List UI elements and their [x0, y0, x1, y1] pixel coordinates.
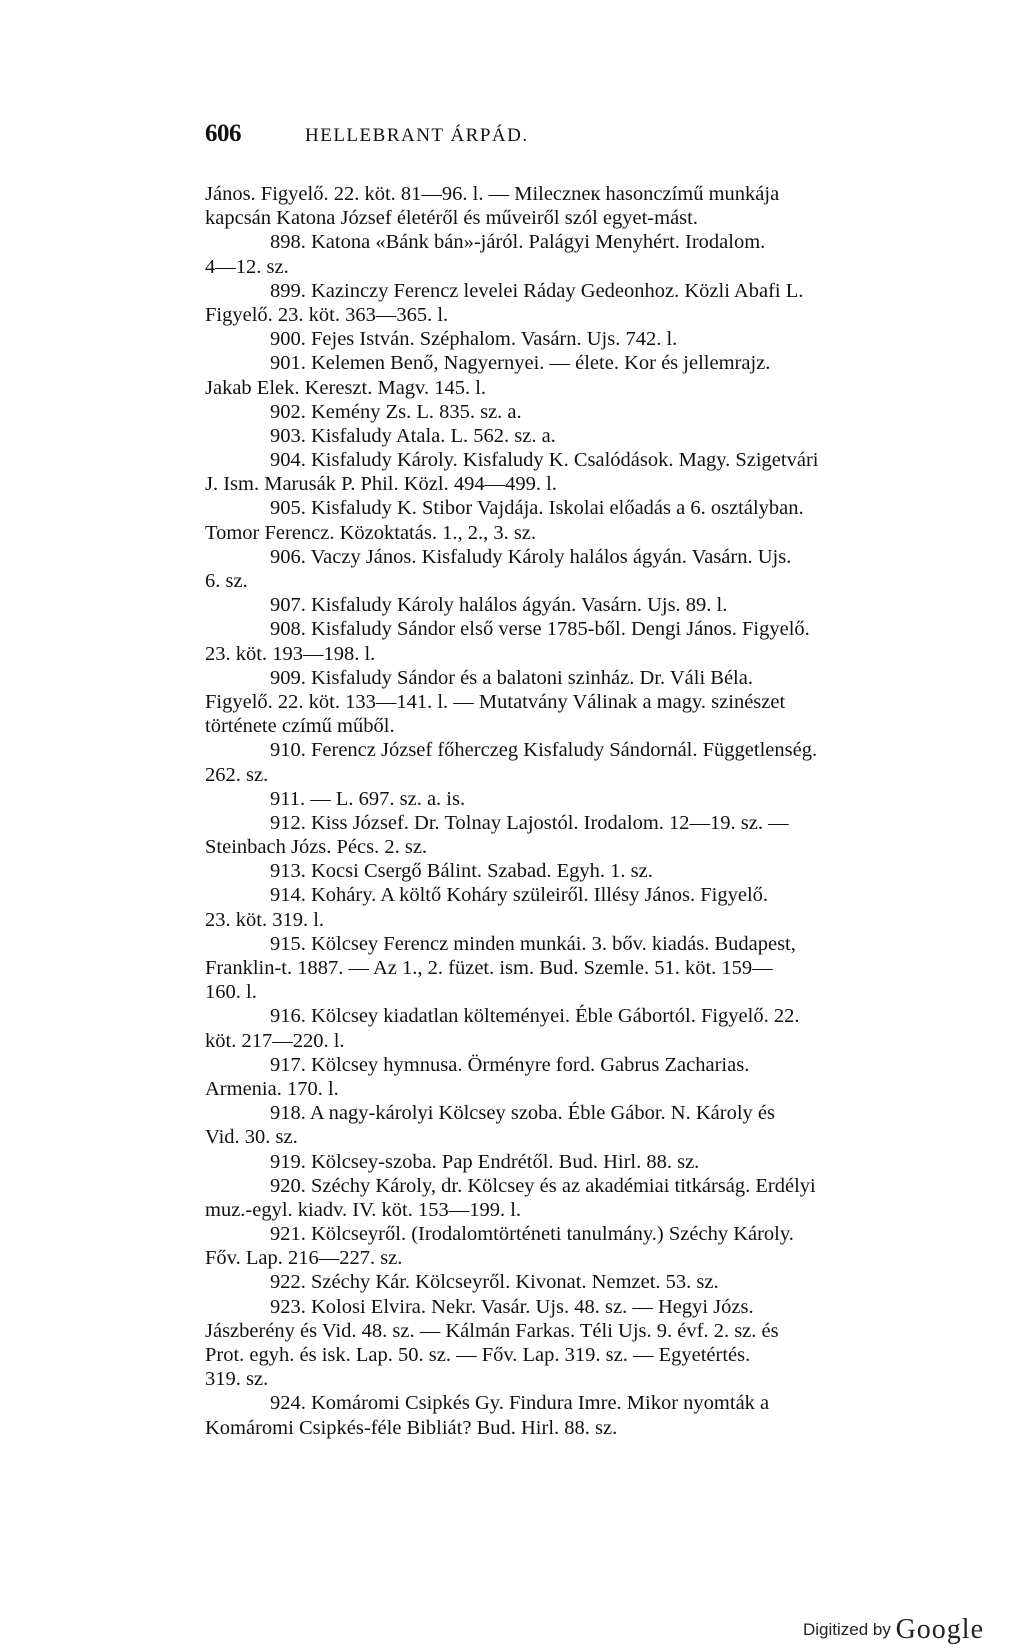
- text-line: Prot. egyh. és isk. Lap. 50. sz. — Főv. Lap. 319. sz. — Egyetértés.: [205, 1344, 751, 1366]
- text-line: Vid. 30. sz.: [205, 1126, 298, 1149]
- text-line: 916. Kölcsey kiadatlan költeményei. Éble Gábortól. Figyelő. 22.: [270, 1005, 800, 1028]
- text-line: 319. sz.: [205, 1368, 269, 1391]
- text-line: kapcsán Katona József életéről és műveiről szól egyet-mást.: [205, 207, 698, 230]
- digitized-label: Digitized by: [802, 1620, 891, 1639]
- text-line: Figyelő. 23. köt. 363—365. l.: [205, 303, 449, 326]
- text-line: 908. Kisfaludy Sándor első verse 1785-ből. Dengi János. Figyelő.: [270, 618, 810, 641]
- text-line: 901. Kelemen Benő, Nagyernyei. — élete. Kor és jellemrajz.: [270, 352, 771, 375]
- text-line: 899. Kazinczy Ferencz levelei Ráday Gedeonhoz. Közli Abafi L.: [270, 279, 804, 302]
- text-line: 915. Kölcsey Ferencz minden munkái. 3. bőv. kiadás. Budapest,: [270, 932, 796, 955]
- text-line: 900. Fejes István. Széphalom. Vasárn. Ujs. 742. l.: [270, 328, 678, 351]
- text-line: Jakab Elek. Kereszt. Magv. 145. l.: [205, 376, 487, 399]
- text-line: Franklin-t. 1887. — Az 1., 2. füzet. ism. Bud. Szemle. 51. köt. 159—: [205, 957, 773, 979]
- text-line: 912. Kiss József. Dr. Tolnay Lajostól. Irodalom. 12—19. sz. —: [270, 811, 789, 834]
- text-line: 23. köt. 319. l.: [205, 908, 325, 931]
- page-header: [205, 120, 975, 156]
- text-line: 909. Kisfaludy Sándor és a balatoni szinház. Dr. Váli Béla.: [270, 666, 753, 689]
- text-line: J. Ism. Marusák P. Phil. Közl. 494—499. l.: [205, 473, 557, 496]
- text-line: 924. Komáromi Csipkés Gy. Findura Imre. Mikor nyomták a: [270, 1392, 770, 1415]
- text-line: Figyelő. 22. köt. 133—141. l. — Mutatvány Válinak a magy. szinészet: [205, 690, 786, 713]
- text-line: 913. Kocsi Csergő Bálint. Szabad. Egyh. 1. sz.: [270, 860, 653, 883]
- text-line: muz.-egyl. kiadv. IV. köt. 153—199. l.: [205, 1198, 522, 1221]
- text-line: 903. Kisfaludy Atala. L. 562. sz. a.: [270, 424, 556, 447]
- digitized-by-watermark: [803, 1614, 984, 1646]
- text-line: 911. — L. 697. sz. a. is.: [270, 787, 466, 810]
- text-line: János. Figyelő. 22. köt. 81—96. l. — Mileczneк hasonczímű munkája: [205, 183, 780, 205]
- text-line: Steinbach Józs. Pécs. 2. sz.: [205, 836, 428, 859]
- text-line: 23. köt. 193—198. l.: [205, 642, 376, 665]
- text-line: Jászberény és Vid. 48. sz. — Kálmán Farkas. Téli Ujs. 9. évf. 2. sz. és: [205, 1319, 779, 1342]
- text-line: 905. Kisfaludy K. Stibor Vajdája. Iskolai előadás a 6. osztályban.: [270, 497, 804, 520]
- text-line: 906. Vaczy János. Kisfaludy Károly halálos ágyán. Vasárn. Ujs.: [270, 545, 792, 568]
- text-line: 921. Kölcseyről. (Irodalomtörténeti tanulmány.) Széchy Károly.: [270, 1223, 794, 1246]
- text-line: 902. Kemény Zs. L. 835. sz. a.: [270, 400, 522, 423]
- text-line: 922. Széchy Kár. Kölcseyről. Kivonat. Nemzet. 53. sz.: [270, 1271, 719, 1294]
- text-line: Tomor Ferencz. Közoktatás. 1., 2., 3. sz.: [205, 521, 537, 544]
- text-line: 917. Kölcsey hymnusa. Örményre ford. Gabrus Zacharias.: [270, 1053, 750, 1076]
- text-line: története czímű műből.: [205, 715, 395, 738]
- text-line: 6. sz.: [205, 570, 248, 592]
- text-line: 898. Katona «Bánk bán»-járól. Palágyi Menyhért. Irodalom.: [270, 231, 766, 254]
- google-logo: Google: [895, 1614, 984, 1645]
- bibliography-text: [205, 182, 977, 1440]
- text-line: 920. Széchy Károly, dr. Kölcsey és az akadémiai titkárság. Erdélyi: [270, 1174, 816, 1197]
- running-head: HELLEBRANT ÁRPÁD.: [305, 125, 529, 146]
- text-line: 4—12. sz.: [205, 255, 289, 278]
- text-line: 923. Kolosi Elvira. Nekr. Vasár. Ujs. 48. sz. — Hegyi Józs.: [270, 1295, 754, 1318]
- text-line: 918. A nagy-károlyi Kölcsey szoba. Éble Gábor. N. Károly és: [270, 1102, 775, 1125]
- text-line: 919. Kölcsey-szoba. Pap Endrétől. Bud. Hirl. 88. sz.: [270, 1150, 700, 1173]
- text-line: Főv. Lap. 216—227. sz.: [205, 1247, 403, 1270]
- text-line: 904. Kisfaludy Károly. Kisfaludy K. Csalódások. Magy. Szigetvári: [270, 449, 819, 472]
- text-line: Armenia. 170. l.: [205, 1077, 339, 1100]
- text-line: 262. sz.: [205, 763, 269, 786]
- page-number: 606: [205, 120, 241, 147]
- text-line: köt. 217—220. l.: [205, 1029, 345, 1052]
- text-line: 914. Koháry. A költő Koháry szüleiről. Illésy János. Figyelő.: [270, 884, 769, 907]
- text-line: 160. l.: [205, 981, 257, 1004]
- text-line: 907. Kisfaludy Károly halálos ágyán. Vasárn. Ujs. 89. l.: [270, 594, 728, 617]
- text-line: Komáromi Csipkés-féle Bibliát? Bud. Hirl. 88. sz.: [205, 1416, 618, 1439]
- text-line: 910. Ferencz József főherczeg Kisfaludy Sándornál. Függetlenség.: [270, 739, 818, 762]
